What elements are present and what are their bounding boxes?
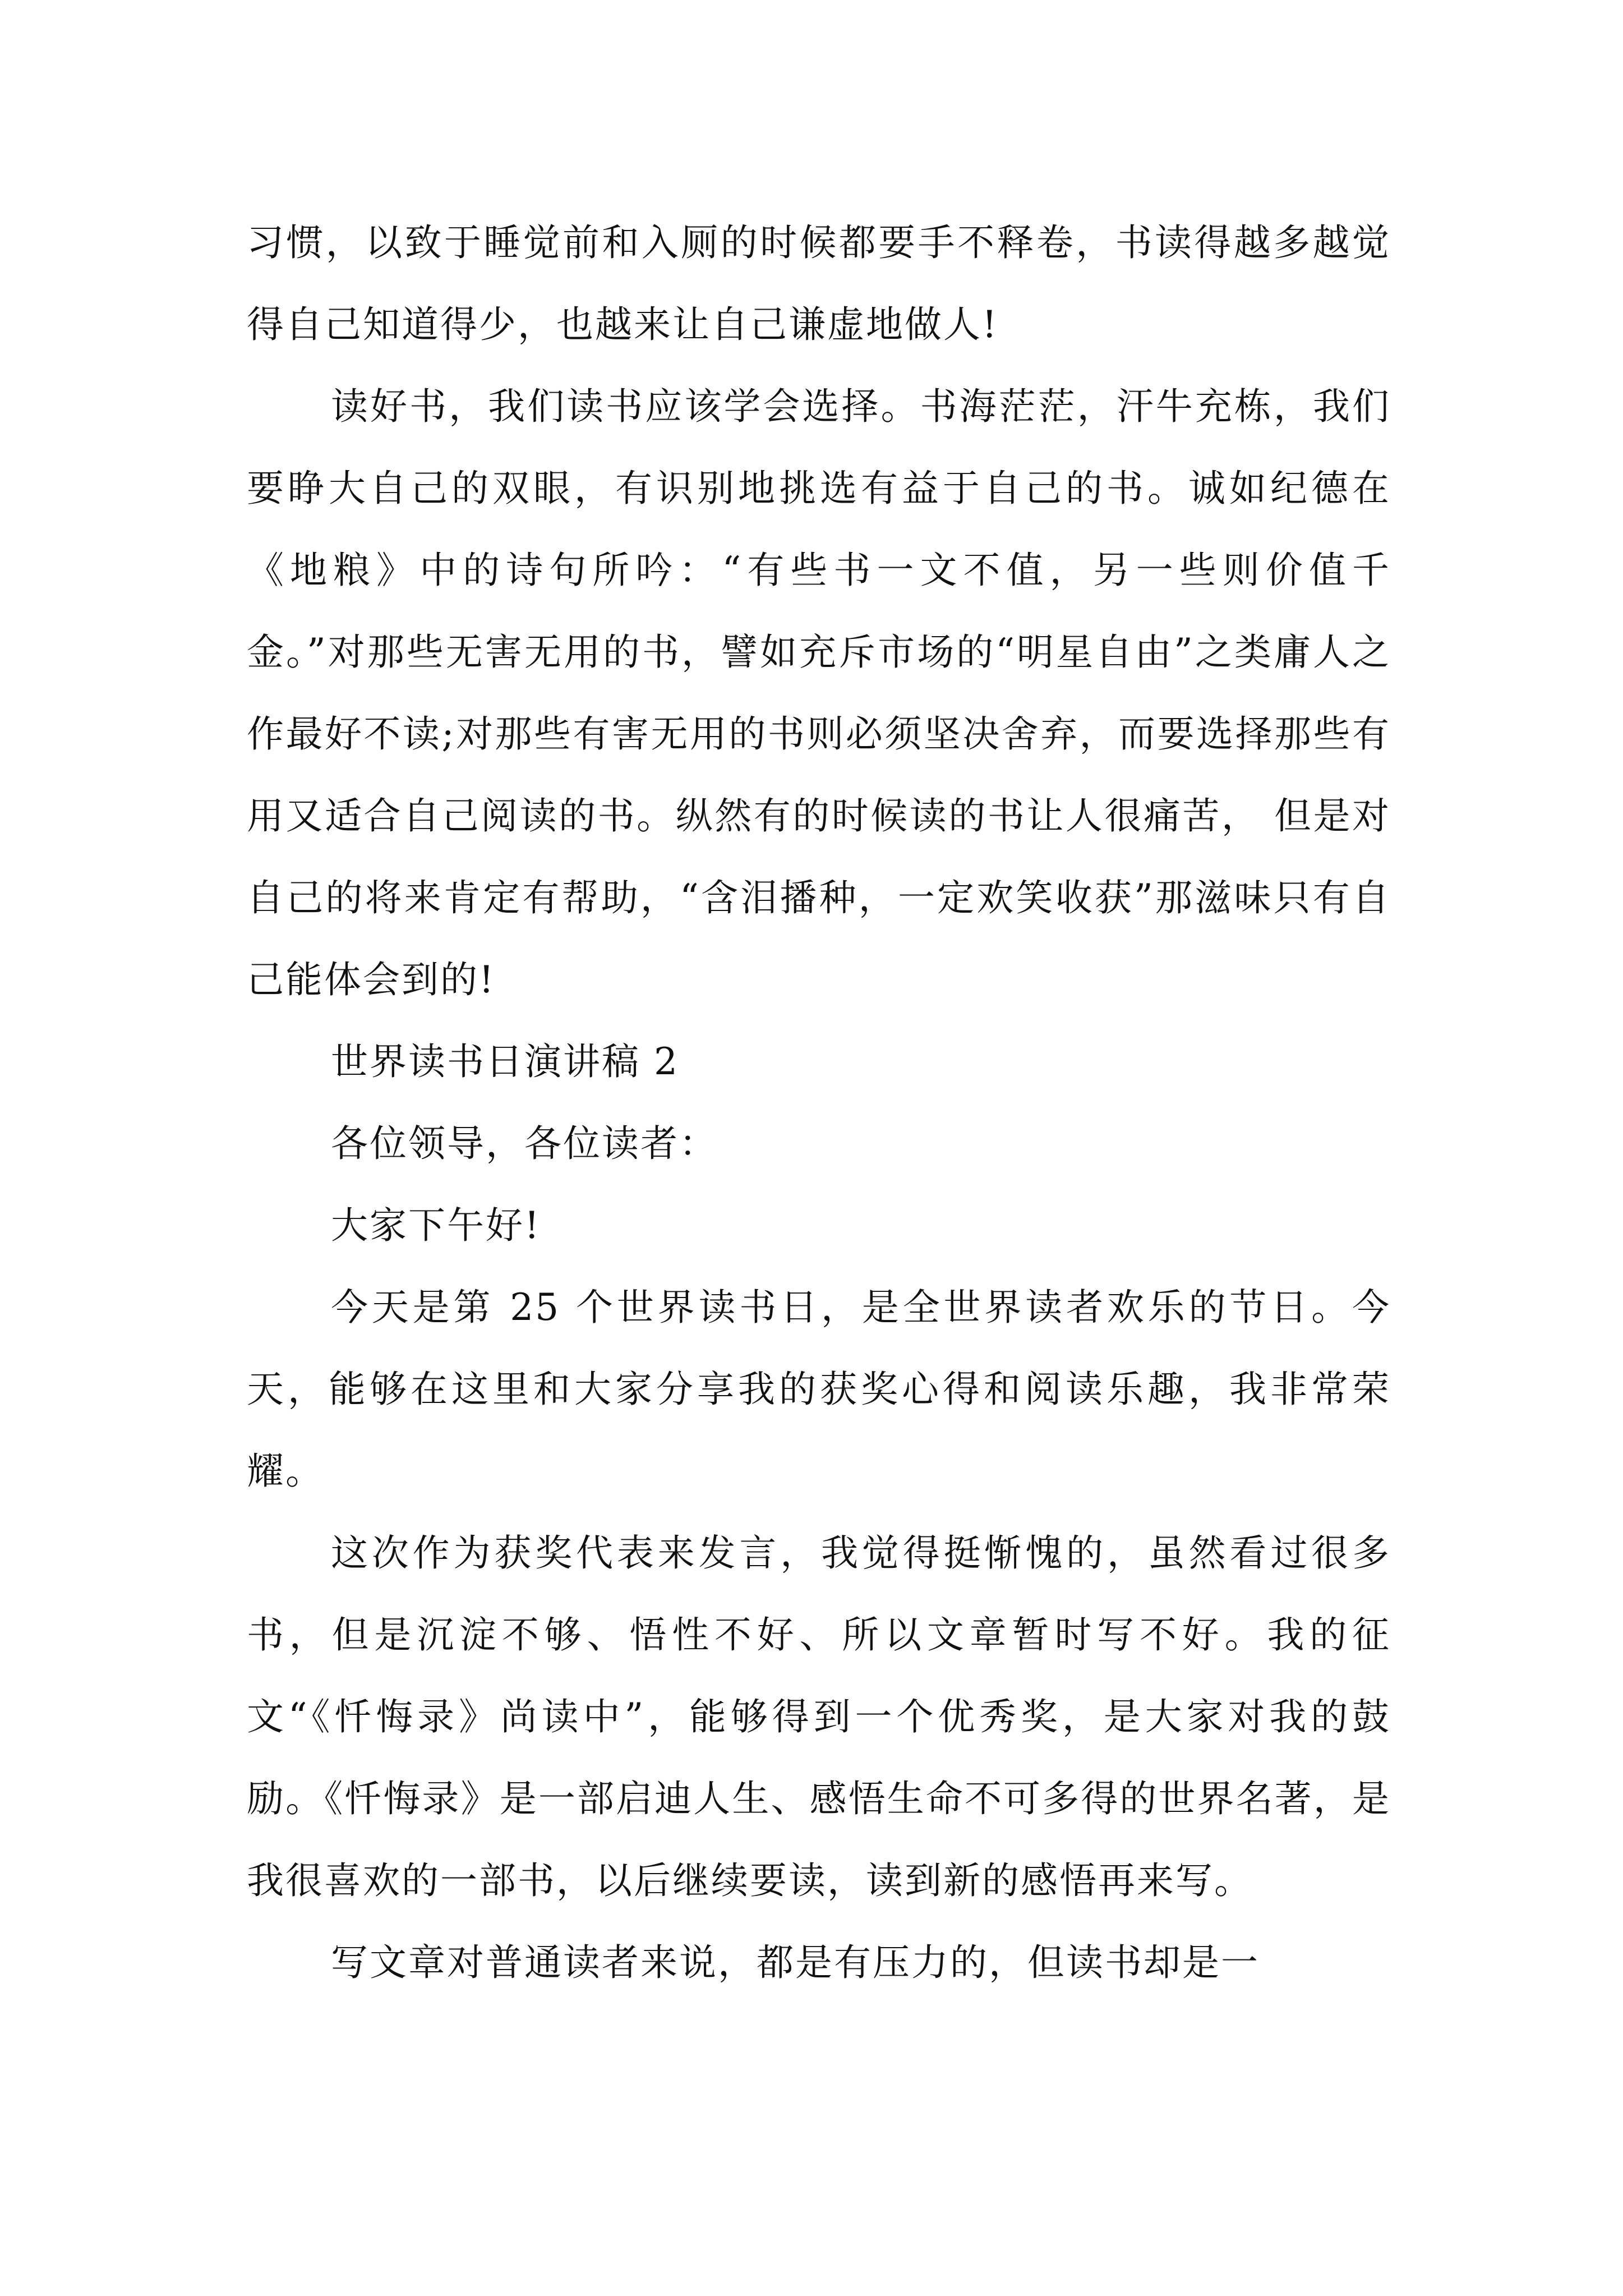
paragraph-award: 这次作为获奖代表来发言，我觉得挺惭愧的，虽然看过很多书，但是沉淀不够、悟性不好、所以文章暂时写不好。我的征文“《忏悔录》尚读中”，能够得到一个优秀奖，是大家对我的鼓励。《忏悔录》是一部启迪人生、感悟生命不可多得的世界名著，是我很喜欢的一部书，以后继续要读，读到新的感悟再来写。 — [247, 1531, 1391, 1902]
speech-title: 世界读书日演讲稿 2 — [331, 1040, 679, 1083]
salutation: 各位领导，各位读者： — [331, 1122, 718, 1165]
paragraph-writing: 写文章对普通读者来说，都是有压力的，但读书却是一 — [331, 1941, 1260, 1984]
paragraph-reading-day: 今天是第 25 个世界读书日，是全世界读者欢乐的节日。今天，能够在这里和大家分享我的获奖心得和阅读乐趣，我非常荣耀。 — [247, 1286, 1391, 1493]
paragraph-continuation: 习惯，以致于睡觉前和入厕的时候都要手不释卷，书读得越多越觉得自己知道得少，也越来让自己谦虚地做人! — [247, 221, 1391, 346]
greeting: 大家下午好! — [331, 1204, 541, 1247]
document-body — [247, 202, 1391, 2004]
paragraph-read-good-books: 读好书，我们读书应该学会选择。书海茫茫，汗牛充栋，我们要睁大自己的双眼，有识别地挑选有益于自己的书。诚如纪德在《地粮》中的诗句所吟：“有些书一文不值，另一些则价值千金。”对那些无害无用的书，譬如充斥市场的“明星自由”之类庸人之作最好不读;对那些有害无用的书则必须坚决舍弃，而要选择那些有用又适合自己阅读的书。纵然有的时候读的书让人很痛苦， 但是对自己的将来肯定有帮助，“含泪播种，一定欢笑收获”那滋味只有自己能体会到的! — [247, 385, 1391, 1001]
